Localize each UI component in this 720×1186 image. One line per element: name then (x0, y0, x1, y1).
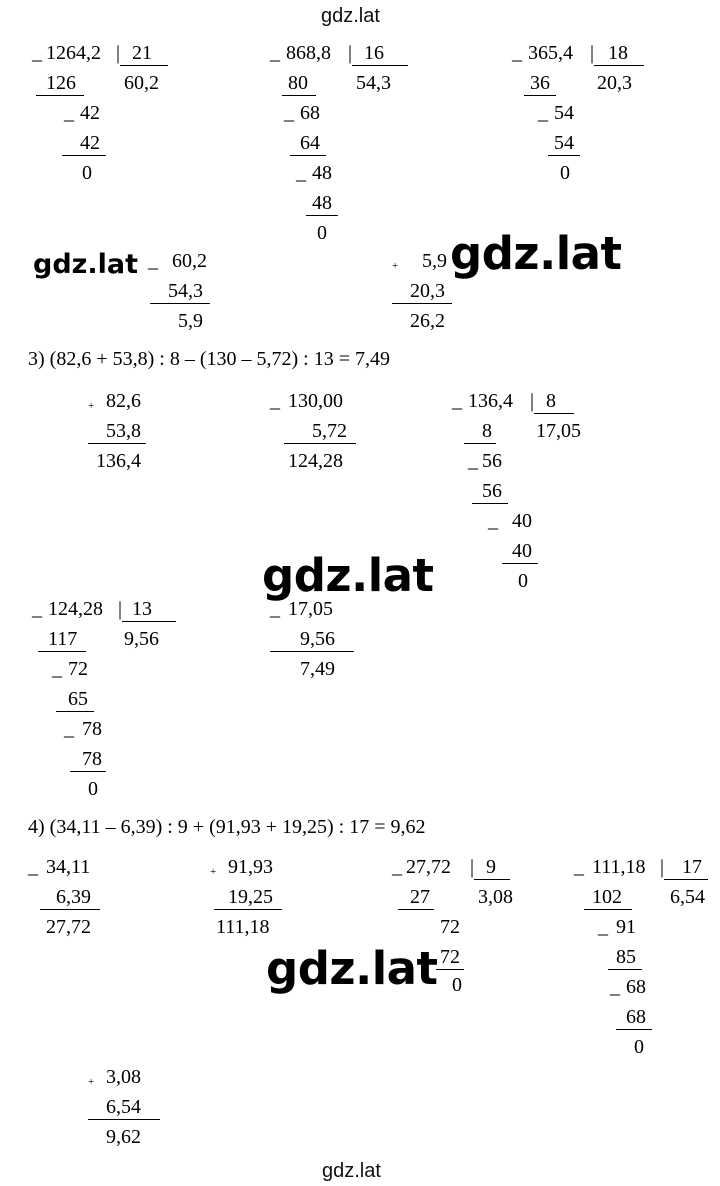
task-3-heading: 3) (82,6 + 53,8) : 8 – (130 – 5,72) : 13 = 7,49 (28, 348, 390, 370)
remainder: 78 (82, 718, 102, 740)
subtrahend-underline (616, 1029, 652, 1030)
minus-sign: _ (538, 102, 548, 124)
divider-bar: | (530, 390, 535, 412)
dividend: 27,72 (406, 856, 451, 878)
remainder: 91 (616, 916, 636, 938)
subtrahend: 78 (82, 748, 102, 770)
subtrahend: 65 (68, 688, 88, 710)
remainder: 68 (300, 102, 320, 124)
result-line (214, 909, 282, 910)
plus-sign: + (88, 1076, 95, 1088)
subtrahend-underline (548, 155, 580, 156)
subtrahend-underline (282, 95, 316, 96)
divisor: 13 (132, 598, 152, 620)
minus-sign: _ (296, 162, 306, 184)
subtrahend-underline (502, 563, 538, 564)
subtrahend: 8 (482, 420, 492, 442)
minuend: 34,11 (46, 856, 91, 878)
addend: 3,08 (106, 1066, 141, 1088)
divisor: 9 (486, 856, 496, 878)
minus-sign: _ (270, 42, 280, 64)
sum: 136,4 (96, 450, 141, 472)
difference: 5,9 (178, 310, 203, 332)
subtrahend-underline (472, 503, 508, 504)
minus-sign: _ (32, 598, 42, 620)
subtrahend: 5,72 (312, 420, 347, 442)
minuend: 17,05 (288, 598, 333, 620)
watermark-bottom: gdz.lat (322, 1160, 381, 1182)
final-remainder: 0 (560, 162, 570, 184)
divisor-underline (594, 65, 644, 66)
subtrahend: 54,3 (168, 280, 203, 302)
subtrahend-underline (36, 95, 84, 96)
subtrahend: 6,39 (56, 886, 91, 908)
minus-sign: _ (610, 976, 620, 998)
minus-sign: _ (488, 510, 498, 532)
divider-bar: | (118, 598, 123, 620)
subtrahend: 102 (592, 886, 622, 908)
subtrahend-underline (608, 969, 642, 970)
result-line (88, 1119, 160, 1120)
final-remainder: 0 (518, 570, 528, 592)
subtrahend: 27 (410, 886, 430, 908)
minus-sign: _ (52, 658, 62, 680)
final-remainder: 0 (634, 1036, 644, 1058)
watermark-center: gdz.lat (262, 549, 434, 602)
divider-bar: | (660, 856, 665, 878)
subtrahend-underline (436, 969, 464, 970)
subtrahend: 54 (554, 132, 574, 154)
subtrahend: 36 (530, 72, 550, 94)
addend: 19,25 (228, 886, 273, 908)
subtrahend: 56 (482, 480, 502, 502)
final-remainder: 0 (88, 778, 98, 800)
difference: 27,72 (46, 916, 91, 938)
watermark-lower: gdz.lat (266, 942, 438, 995)
minus-sign: _ (468, 450, 478, 472)
divisor-underline (352, 65, 408, 66)
subtrahend-underline (56, 711, 94, 712)
remainder: 48 (312, 162, 332, 184)
dividend: 365,4 (528, 42, 573, 64)
dividend: 1264,2 (46, 42, 101, 64)
addend: 91,93 (228, 856, 273, 878)
subtrahend: 42 (80, 132, 100, 154)
quotient: 17,05 (536, 420, 581, 442)
minus-sign: _ (452, 390, 462, 412)
plus-sign: + (392, 260, 399, 272)
minus-sign: _ (598, 916, 608, 938)
divider-bar: | (348, 42, 353, 64)
final-remainder: 0 (82, 162, 92, 184)
subtrahend-underline (290, 155, 326, 156)
watermark-left: gdz.lat (33, 249, 139, 280)
difference: 124,28 (288, 450, 343, 472)
task-4-heading: 4) (34,11 – 6,39) : 9 + (91,93 + 19,25) : 17 = 9,62 (28, 816, 426, 838)
minus-sign: _ (512, 42, 522, 64)
remainder: 42 (80, 102, 100, 124)
divisor-underline (474, 879, 510, 880)
divisor: 18 (608, 42, 628, 64)
minus-sign: _ (148, 250, 158, 272)
dividend: 868,8 (286, 42, 331, 64)
minus-sign: _ (32, 42, 42, 64)
divisor: 8 (546, 390, 556, 412)
divisor-underline (120, 65, 168, 66)
remainder: 56 (482, 450, 502, 472)
plus-sign: + (210, 866, 217, 878)
minus-sign: _ (270, 390, 280, 412)
result-line (284, 443, 356, 444)
subtrahend-underline (398, 909, 434, 910)
dividend: 136,4 (468, 390, 513, 412)
divisor-underline (664, 879, 708, 880)
subtrahend-underline (306, 215, 338, 216)
minus-sign: _ (284, 102, 294, 124)
sum: 111,18 (216, 916, 270, 938)
sum: 26,2 (410, 310, 445, 332)
subtrahend: 117 (48, 628, 78, 650)
subtrahend: 80 (288, 72, 308, 94)
divisor: 17 (682, 856, 702, 878)
final-remainder: 0 (317, 222, 327, 244)
divisor: 21 (132, 42, 152, 64)
minus-sign: _ (574, 856, 584, 878)
remainder: 68 (626, 976, 646, 998)
subtrahend-underline (584, 909, 632, 910)
minus-sign: _ (64, 718, 74, 740)
remainder: 72 (68, 658, 88, 680)
divider-bar: | (116, 42, 121, 64)
plus-sign: + (88, 400, 95, 412)
result-line (88, 443, 146, 444)
divider-bar: | (470, 856, 475, 878)
sum: 9,62 (106, 1126, 141, 1148)
quotient: 60,2 (124, 72, 159, 94)
quotient: 6,54 (670, 886, 705, 908)
subtrahend: 68 (626, 1006, 646, 1028)
quotient: 54,3 (356, 72, 391, 94)
minus-sign: _ (392, 856, 402, 878)
addend: 53,8 (106, 420, 141, 442)
quotient: 3,08 (478, 886, 513, 908)
difference: 7,49 (300, 658, 335, 680)
subtrahend-underline (70, 771, 106, 772)
subtrahend: 9,56 (300, 628, 335, 650)
subtrahend: 48 (312, 192, 332, 214)
remainder: 54 (554, 102, 574, 124)
subtrahend: 40 (512, 540, 532, 562)
divisor: 16 (364, 42, 384, 64)
divisor-underline (534, 413, 574, 414)
quotient: 20,3 (597, 72, 632, 94)
dividend: 111,18 (592, 856, 646, 878)
addend: 20,3 (410, 280, 445, 302)
divider-bar: | (590, 42, 595, 64)
subtrahend-underline (62, 155, 106, 156)
quotient: 9,56 (124, 628, 159, 650)
minus-sign: _ (28, 856, 38, 878)
subtrahend: 72 (440, 946, 460, 968)
addend: 5,9 (422, 250, 447, 272)
subtrahend: 85 (616, 946, 636, 968)
watermark-top: gdz.lat (321, 5, 380, 27)
result-line (392, 303, 452, 304)
dividend: 124,28 (48, 598, 103, 620)
subtrahend: 64 (300, 132, 320, 154)
subtrahend-underline (464, 443, 496, 444)
subtrahend-underline (38, 651, 86, 652)
addend: 6,54 (106, 1096, 141, 1118)
divisor-underline (122, 621, 176, 622)
minus-sign: _ (64, 102, 74, 124)
subtrahend-underline (524, 95, 556, 96)
watermark-right: gdz.lat (450, 227, 622, 280)
final-remainder: 0 (452, 974, 462, 996)
minus-sign: _ (270, 598, 280, 620)
minuend: 60,2 (172, 250, 207, 272)
minuend: 130,00 (288, 390, 343, 412)
remainder: 40 (512, 510, 532, 532)
result-line (150, 303, 210, 304)
result-line (40, 909, 100, 910)
result-line (270, 651, 354, 652)
subtrahend: 126 (46, 72, 76, 94)
addend: 82,6 (106, 390, 141, 412)
remainder: 72 (440, 916, 460, 938)
